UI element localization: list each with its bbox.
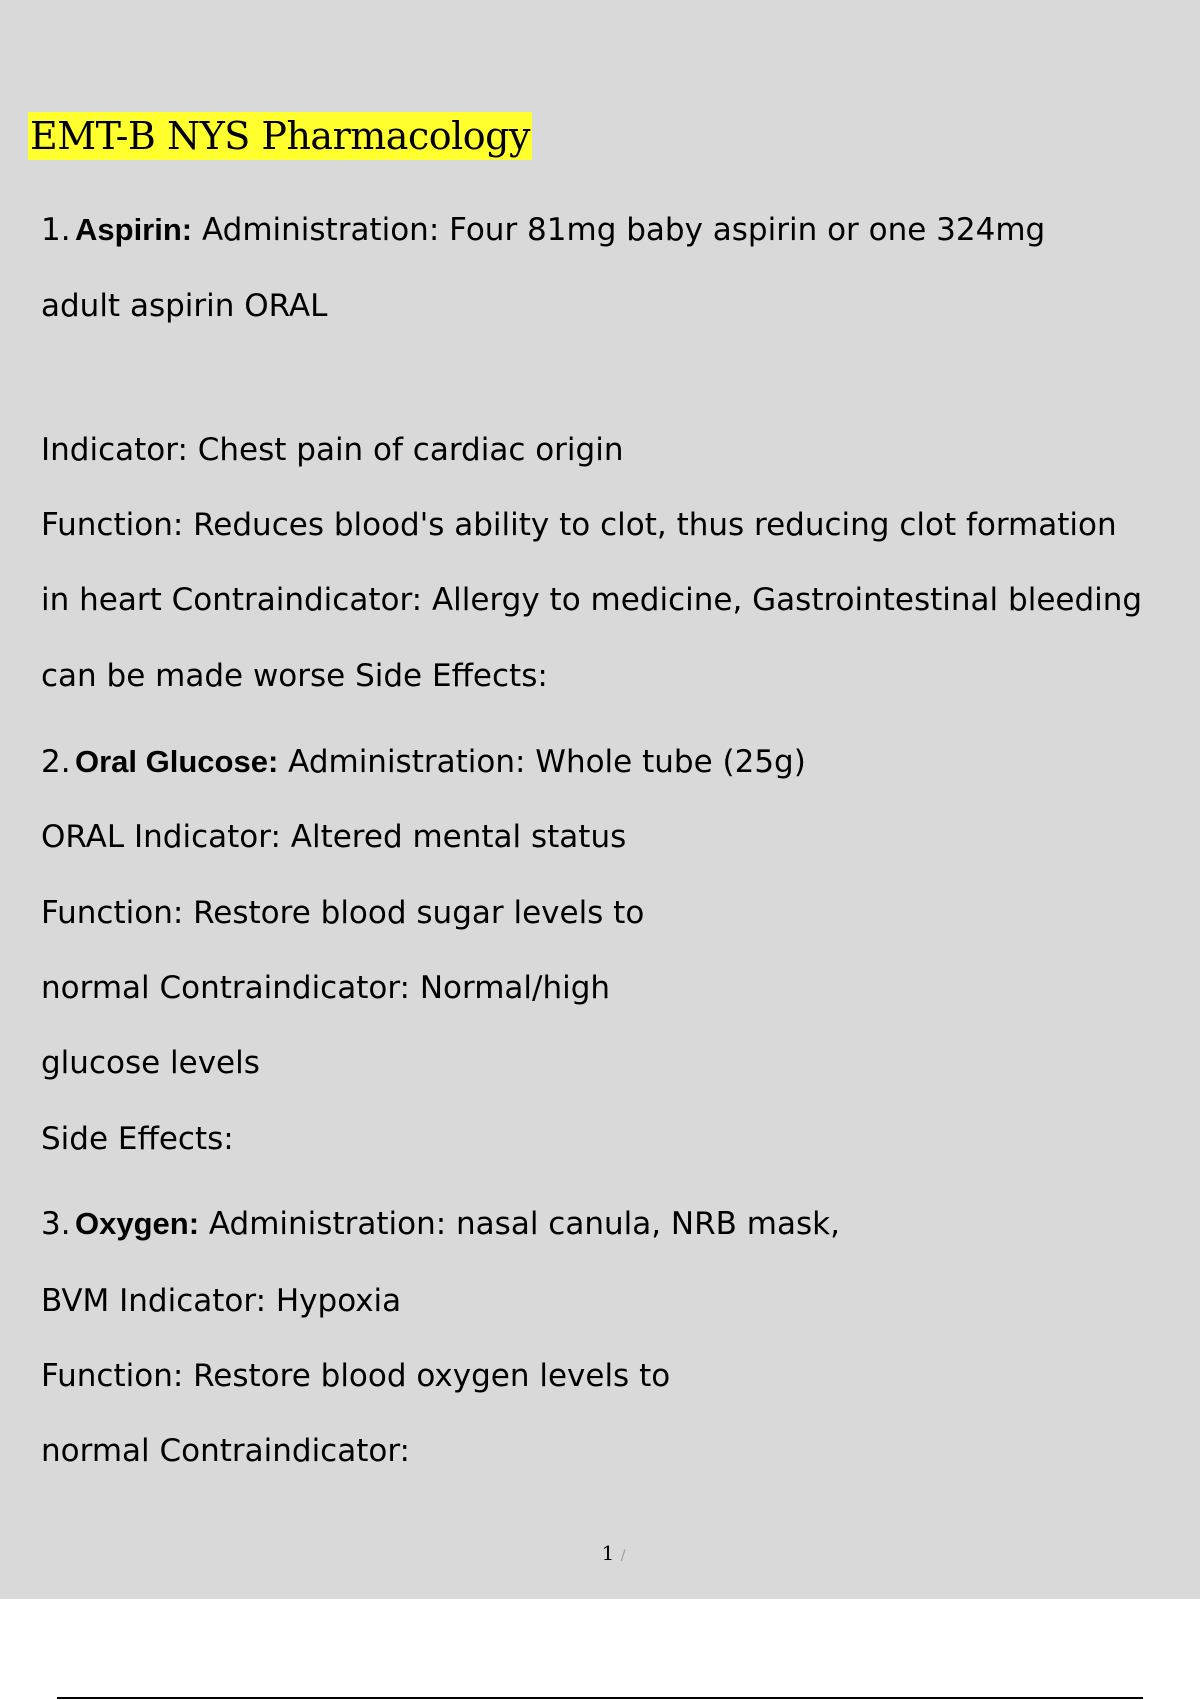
item-text-line: normal Contraindicator: [41,1433,410,1469]
item-text-line: BVM Indicator: Hypoxia [41,1283,402,1319]
item-text-line: in heart Contraindicator: Allergy to medicine, Gastrointestinal bleeding [41,582,1143,618]
drug-name: Oxygen: [75,1206,200,1241]
list-number: 2. [41,744,71,780]
item-text-line: glucose levels [41,1045,260,1081]
drug-name: Oral Glucose: [75,744,279,779]
list-item-heading [41,742,806,782]
item-text-line: ORAL Indicator: Altered mental status [41,819,627,855]
document-title: EMT-B NYS Pharmacology [30,114,530,158]
item-text: Administration: Whole tube (25g) [278,744,806,780]
page-number-value: 1 [601,1541,615,1565]
drug-name: Aspirin: [75,212,193,247]
item-text-line: can be made worse Side Effects: [41,658,548,694]
list-number: 3. [41,1206,71,1242]
item-text-line: Function: Restore blood sugar levels to [41,895,645,931]
page-number [0,1540,1200,1569]
item-text-line: Function: Restore blood oxygen levels to [41,1358,671,1394]
page-separator: / [620,1548,626,1564]
list-number: 1. [41,212,71,248]
footer-divider [57,1697,1143,1699]
item-text-line: Side Effects: [41,1121,234,1157]
list-item-heading [41,210,1045,250]
list-item-heading [41,1204,840,1244]
item-text: Administration: nasal canula, NRB mask, [199,1206,840,1242]
item-text-line: normal Contraindicator: Normal/high [41,970,611,1006]
item-text-line: Function: Reduces blood's ability to clot, thus reducing clot formation [41,507,1117,543]
item-text-line: Indicator: Chest pain of cardiac origin [41,432,624,468]
item-text: Administration: Four 81mg baby aspirin or one 324mg [192,212,1046,248]
item-text-line: adult aspirin ORAL [41,288,328,324]
